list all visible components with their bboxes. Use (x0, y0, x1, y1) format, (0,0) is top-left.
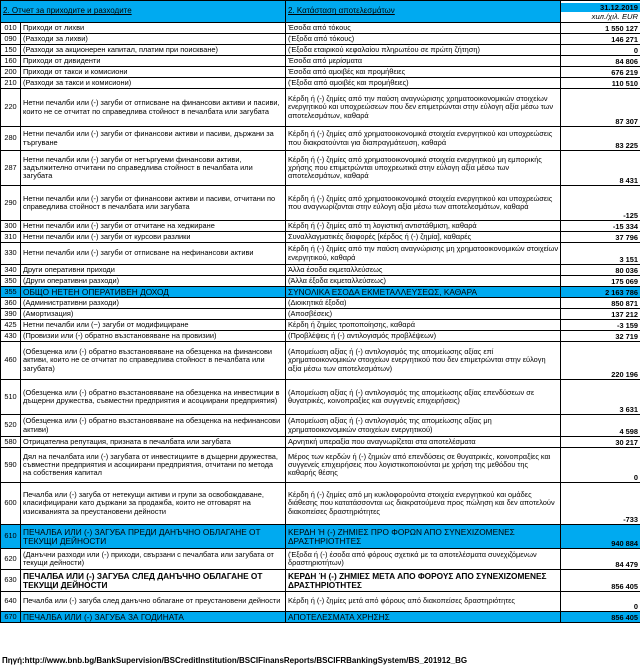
row-label-gr: Κέρδη ή (-) ζημίες από την παύση αναγνώρισης χρηματοοικονομικών στοιχείων ενεργητικού και υποχρεώσεων που δεν επιμετρώνται στην εύλογη αξία μέσω των αποτελεσμάτων, καθαρά (286, 89, 561, 127)
header-bg-title-text: 2. Отчет за приходите и разходите (3, 6, 132, 16)
row-code: 310 (1, 232, 21, 243)
table-row (1, 23, 640, 34)
row-label-bg: Нетни печалби или (-) загуби от отписване на финансови активи и пасиви, които не се отчитат по справедлива стойност в печалбата или загубата (21, 89, 286, 127)
row-value: 80 036 (561, 265, 640, 276)
row-label-bg: Нетни печалби или (-) загуби от нетъргуеми финансови активи, задължително отчитани по справедлива стойност в печалбата или загубата (21, 151, 286, 186)
row-label-bg: ПЕЧАЛБА ИЛИ (-) ЗАГУБА ПРЕДИ ДАНЪЧНО ОБЛАГАНЕ ОТ ТЕКУЩИ ДЕЙНОСТИ (21, 525, 286, 549)
row-label-gr: Κέρδη ή (-) ζημίες από μη κυκλοφορούντα στοιχεία ενεργητικού και ομάδες διάθεσης που κατατάσσονται ως διακρατούμενα προς πώληση και δεν αποτελούν διακοπείσες δραστηριότητες (286, 483, 561, 525)
row-label-gr: (Διοικητικά έξοδα) (286, 298, 561, 309)
row-label-bg: ПЕЧАЛБА ИЛИ (-) ЗАГУБА ЗА ГОДИНАТА (21, 612, 286, 623)
header-gr-title (286, 1, 561, 23)
row-code: 355 (1, 287, 21, 298)
table-row (1, 78, 640, 89)
row-value: -3 159 (561, 320, 640, 331)
row-value: -733 (561, 483, 640, 525)
row-label-gr: ΑΠΟΤΕΛΕΣΜΑΤΑ ΧΡΗΣΗΣ (286, 612, 561, 623)
row-code: 590 (1, 448, 21, 483)
row-label-gr: ΚΕΡΔΗ Ή (-) ΖΗΜΙΕΣ ΜΕΤΑ ΑΠΟ ΦΟΡΟΥΣ ΑΠΟ ΣΥΝΕΧΙΖΟΜΕΝΕΣ ΔΡΑΣΤΗΡΙΟΤΗΤΕΣ (286, 570, 561, 592)
row-value: 0 (561, 45, 640, 56)
row-label-gr: Άλλα έσοδα εκμεταλλεύσεως (286, 265, 561, 276)
report-date: 31.12.2019 (561, 3, 640, 12)
row-value: 2 163 786 (561, 287, 640, 298)
table-row (1, 380, 640, 415)
row-label-bg: (Амортизация) (21, 309, 286, 320)
row-label-bg: Други оперативни приходи (21, 265, 286, 276)
row-code: 200 (1, 67, 21, 78)
row-code: 290 (1, 186, 21, 221)
row-code: 160 (1, 56, 21, 67)
table-row (1, 298, 640, 309)
row-code: 460 (1, 342, 21, 380)
table-row (1, 309, 640, 320)
row-label-gr: (Προβλέψεις ή (-) αντιλογισμός προβλέψεων) (286, 331, 561, 342)
row-label-bg: Нетни печалби или (-) загуби от отписване на нефинансови активи (21, 243, 286, 265)
row-code: 425 (1, 320, 21, 331)
source-note: Пηγή:http://www.bnb.bg/BankSupervision/BSCreditInstitution/BSCIFinansReports/BSCIFRBankingSystem/BS_201912_BG (2, 656, 468, 665)
table-row (1, 276, 640, 287)
table-row (1, 592, 640, 612)
row-value: 856 405 (561, 570, 640, 592)
row-code: 610 (1, 525, 21, 549)
row-label-bg: Нетни печалби или (-) загуби от финансови активи и пасиви, държани за търгуване (21, 127, 286, 151)
table-row (1, 232, 640, 243)
row-label-bg: (Данъчни разходи или (-) приходи, свързани с печалбата или загубата от текущи дейности) (21, 549, 286, 570)
row-label-gr: (Απομείωση αξίας ή (-) αντιλογισμός της απομείωσης αξίας επί χρηματοοικονομικών στοιχείων ενεργητικού που δεν επιμετρώνται στην εύλογη αξία μέσω των αποτελεσμάτων) (286, 342, 561, 380)
table-row (1, 320, 640, 331)
table-row (1, 45, 640, 56)
table-row (1, 612, 640, 623)
table-row (1, 415, 640, 437)
row-label-bg: (Разходи за лихви) (21, 34, 286, 45)
table-row (1, 483, 640, 525)
row-code: 210 (1, 78, 21, 89)
table-row (1, 448, 640, 483)
table-row (1, 89, 640, 127)
row-value: 3 151 (561, 243, 640, 265)
table-row (1, 437, 640, 448)
row-label-gr: Κέρδη ή (-) ζημίες από χρηματοοικονομικά στοιχεία ενεργητικού μη εμπορικής χρήσης που επιμετρώνται υποχρεωτικά στην εύλογη αξία μέσω των αποτελεσμάτων, καθαρά (286, 151, 561, 186)
row-label-bg: (Обезценка или (-) обратно възстановяване на обезценка на инвестиции в дъщерни дружества, съвместни предприятия и асоциирани предприятия) (21, 380, 286, 415)
table-row (1, 127, 640, 151)
table-row (1, 342, 640, 380)
row-code: 330 (1, 243, 21, 265)
row-label-gr: ΚΕΡΔΗ Ή (-) ΖΗΜΙΕΣ ΠΡΟ ΦΟΡΩΝ ΑΠΟ ΣΥΝΕΧΙΖΟΜΕΝΕΣ ΔΡΑΣΤΗΡΙΟΤΗΤΕΣ (286, 525, 561, 549)
row-value: 4 598 (561, 415, 640, 437)
row-code: 150 (1, 45, 21, 56)
row-code: 010 (1, 23, 21, 34)
row-label-bg: Нетни печалби или (-) загуби от финансови активи и пасиви, отчитани по справедлива стойност в печалбата или загубата (21, 186, 286, 221)
row-value: 940 884 (561, 525, 640, 549)
row-value: 137 212 (561, 309, 640, 320)
row-value: 3 631 (561, 380, 640, 415)
row-value: 0 (561, 592, 640, 612)
row-code: 510 (1, 380, 21, 415)
row-label-gr: Κέρδη ή (-) ζημίες από χρηματοοικονομικά στοιχεία ενεργητικού και υποχρεώσεις που διακρατούνται για διαπραγμάτευση, καθαρά (286, 127, 561, 151)
header-gr-title-text: 2. Κατάσταση αποτελεσμάτων (288, 6, 395, 16)
row-label-bg: Приходи от дивиденти (21, 56, 286, 67)
row-code: 350 (1, 276, 21, 287)
row-value: -125 (561, 186, 640, 221)
row-label-gr: (Αποσβέσεις) (286, 309, 561, 320)
row-value: 32 719 (561, 331, 640, 342)
row-code: 390 (1, 309, 21, 320)
row-label-gr: (Έξοδα ή (-) έσοδα από φόρους σχετικά με τα αποτελέσματα συνεχιζόμενων δραστηριοτήτων) (286, 549, 561, 570)
table-row (1, 151, 640, 186)
table-row (1, 331, 640, 342)
row-code: 580 (1, 437, 21, 448)
row-label-bg: (Други оперативни разходи) (21, 276, 286, 287)
table-row (1, 243, 640, 265)
row-label-bg: (Провизии или (-) обратно възстановяване на провизии) (21, 331, 286, 342)
row-label-bg: Нетни печалби или (-) загуби от курсови разлики (21, 232, 286, 243)
row-value: 30 217 (561, 437, 640, 448)
row-value: 83 225 (561, 127, 640, 151)
row-code: 630 (1, 570, 21, 592)
row-label-gr: Μέρος των κερδών ή (-) ζημιών από επενδύσεις σε θυγατρικές, κοινοπραξίες και συγγενείς επιχειρήσεις που λογιστικοποιούνται με χρήση της μεθόδου της καθαρής θέσης (286, 448, 561, 483)
row-value: 676 219 (561, 67, 640, 78)
row-label-bg: Нетни печалби или (−) загуби от модифициране (21, 320, 286, 331)
row-code: 220 (1, 89, 21, 127)
row-value: 87 307 (561, 89, 640, 127)
table-row (1, 221, 640, 232)
row-label-gr: (Απομείωση αξίας ή (-) αντιλογισμός της απομείωσης αξίας επενδύσεων σε θυγατρικές, κοινοπραξίες και συγγενείς επιχειρήσεις) (286, 380, 561, 415)
row-label-bg: Нетни печалби или (-) загуби от отчитане на хеджиране (21, 221, 286, 232)
row-label-gr: (Απομείωση αξίας ή (-) αντιλογισμός της απομείωσης αξίας μη χρηματοοικονομικών στοιχείων ενεργητικού) (286, 415, 561, 437)
row-label-bg: Печалба или (-) загуба от нетекущи активи и групи за освобождаване, класифицирани като държани за продажба, които не отговарят на изискванията за преустановени дейности (21, 483, 286, 525)
table-row (1, 287, 640, 298)
row-label-bg: (Административни разходи) (21, 298, 286, 309)
table-row (1, 265, 640, 276)
table-row (1, 570, 640, 592)
row-value: 1 550 127 (561, 23, 640, 34)
row-value: 856 405 (561, 612, 640, 623)
row-value: 175 069 (561, 276, 640, 287)
row-label-bg: (Разходи за акционерен капитал, платим при поискване) (21, 45, 286, 56)
table-row (1, 549, 640, 570)
header-row (1, 1, 640, 23)
header-bg-title (1, 1, 286, 23)
row-code: 280 (1, 127, 21, 151)
row-code: 287 (1, 151, 21, 186)
row-label-bg: Приходи от лихви (21, 23, 286, 34)
row-label-bg: (Обезценка или (-) обратно възстановяване на обезценка на нефинансови активи) (21, 415, 286, 437)
row-label-bg: ОБЩО НЕТЕН ОПЕРАТИВЕН ДОХОД (21, 287, 286, 298)
row-code: 340 (1, 265, 21, 276)
table-row (1, 186, 640, 221)
row-label-gr: Έσοδα από αμοιβές και προμήθειες (286, 67, 561, 78)
row-label-gr: Κέρδη ή (-) ζημίες μετά από φόρους από διακοπείσες δραστηριότητες (286, 592, 561, 612)
row-code: 090 (1, 34, 21, 45)
row-value: 0 (561, 448, 640, 483)
header-date-cell (561, 1, 640, 23)
row-label-gr: ΣΥΝΟΛΙΚΑ ΕΣΟΔΑ ΕΚΜΕΤΑΛΛΕΥΣΕΩΣ, ΚΑΘΑΡΑ (286, 287, 561, 298)
row-value: 850 871 (561, 298, 640, 309)
row-value: 146 271 (561, 34, 640, 45)
row-label-gr: Συναλλαγματικές διαφορές [κέρδος ή (-) ζημία], καθαρές (286, 232, 561, 243)
row-value: 84 806 (561, 56, 640, 67)
row-label-bg: Печалба или (-) загуба след данъчно облагане от преустановени дейности (21, 592, 286, 612)
row-code: 670 (1, 612, 21, 623)
row-value: 220 196 (561, 342, 640, 380)
row-value: 37 796 (561, 232, 640, 243)
row-label-bg: ПЕЧАЛБА ИЛИ (-) ЗАГУБА СЛЕД ДАНЪЧНО ОБЛАГАНЕ ОТ ТЕКУЩИ ДЕЙНОСТИ (21, 570, 286, 592)
table-row (1, 67, 640, 78)
row-code: 640 (1, 592, 21, 612)
row-label-bg: (Разходи за такси и комисиони) (21, 78, 286, 89)
row-value: 84 479 (561, 549, 640, 570)
row-label-bg: Отрицателна репутация, призната в печалбата или загубата (21, 437, 286, 448)
table-row (1, 525, 640, 549)
row-label-gr: (Έξοδα εταιρικού κεφαλαίου πληρωτέου σε πρώτη ζήτηση) (286, 45, 561, 56)
row-label-gr: Κέρδη ή ζημίες τροποποίησης, καθαρά (286, 320, 561, 331)
row-label-gr: (Έξοδα από αμοιβές και προμήθειες) (286, 78, 561, 89)
row-label-gr: Κέρδη ή (-) ζημίες από τη λογιστική αντιστάθμιση, καθαρά (286, 221, 561, 232)
row-code: 600 (1, 483, 21, 525)
row-label-gr: (Έξοδα από τόκους) (286, 34, 561, 45)
row-code: 300 (1, 221, 21, 232)
row-label-bg: Дял на печалбата или (-) загубата от инвестициите в дъщерни дружества, съвместни предприятия и асоциирани предприятия, отчитани по метода на собствения капитал (21, 448, 286, 483)
report-unit: хил./χιλ. EUR (591, 11, 638, 21)
row-label-gr: Έσοδα από τόκους (286, 23, 561, 34)
row-code: 430 (1, 331, 21, 342)
row-label-gr: Αρνητική υπεραξία που αναγνωρίζεται στα αποτελέσματα (286, 437, 561, 448)
row-code: 520 (1, 415, 21, 437)
row-code: 360 (1, 298, 21, 309)
table-row (1, 34, 640, 45)
row-value: -15 334 (561, 221, 640, 232)
row-label-bg: (Обезценка или (-) обратно възстановяване на обезценка на финансови активи, които не се отчитат по справедлива стойност в печалбата или загубата) (21, 342, 286, 380)
row-label-gr: (Άλλα έξοδα εκμεταλλεύσεως) (286, 276, 561, 287)
row-code: 620 (1, 549, 21, 570)
row-value: 110 510 (561, 78, 640, 89)
table-row (1, 56, 640, 67)
row-label-gr: Κέρδη ή (-) ζημίες από την παύση αναγνώρισης μη χρηματοοικονομικών στοιχείων ενεργητικού, καθαρά (286, 243, 561, 265)
row-label-gr: Έσοδα από μερίσματα (286, 56, 561, 67)
row-label-gr: Κέρδη ή (-) ζημίες από χρηματοοικονομικά στοιχεία ενεργητικού και υποχρεώσεις που αναγνωρίζονται στην εύλογη αξία μέσω των αποτελεσμάτων, καθαρά (286, 186, 561, 221)
row-value: 8 431 (561, 151, 640, 186)
row-label-bg: Приходи от такси и комисиони (21, 67, 286, 78)
